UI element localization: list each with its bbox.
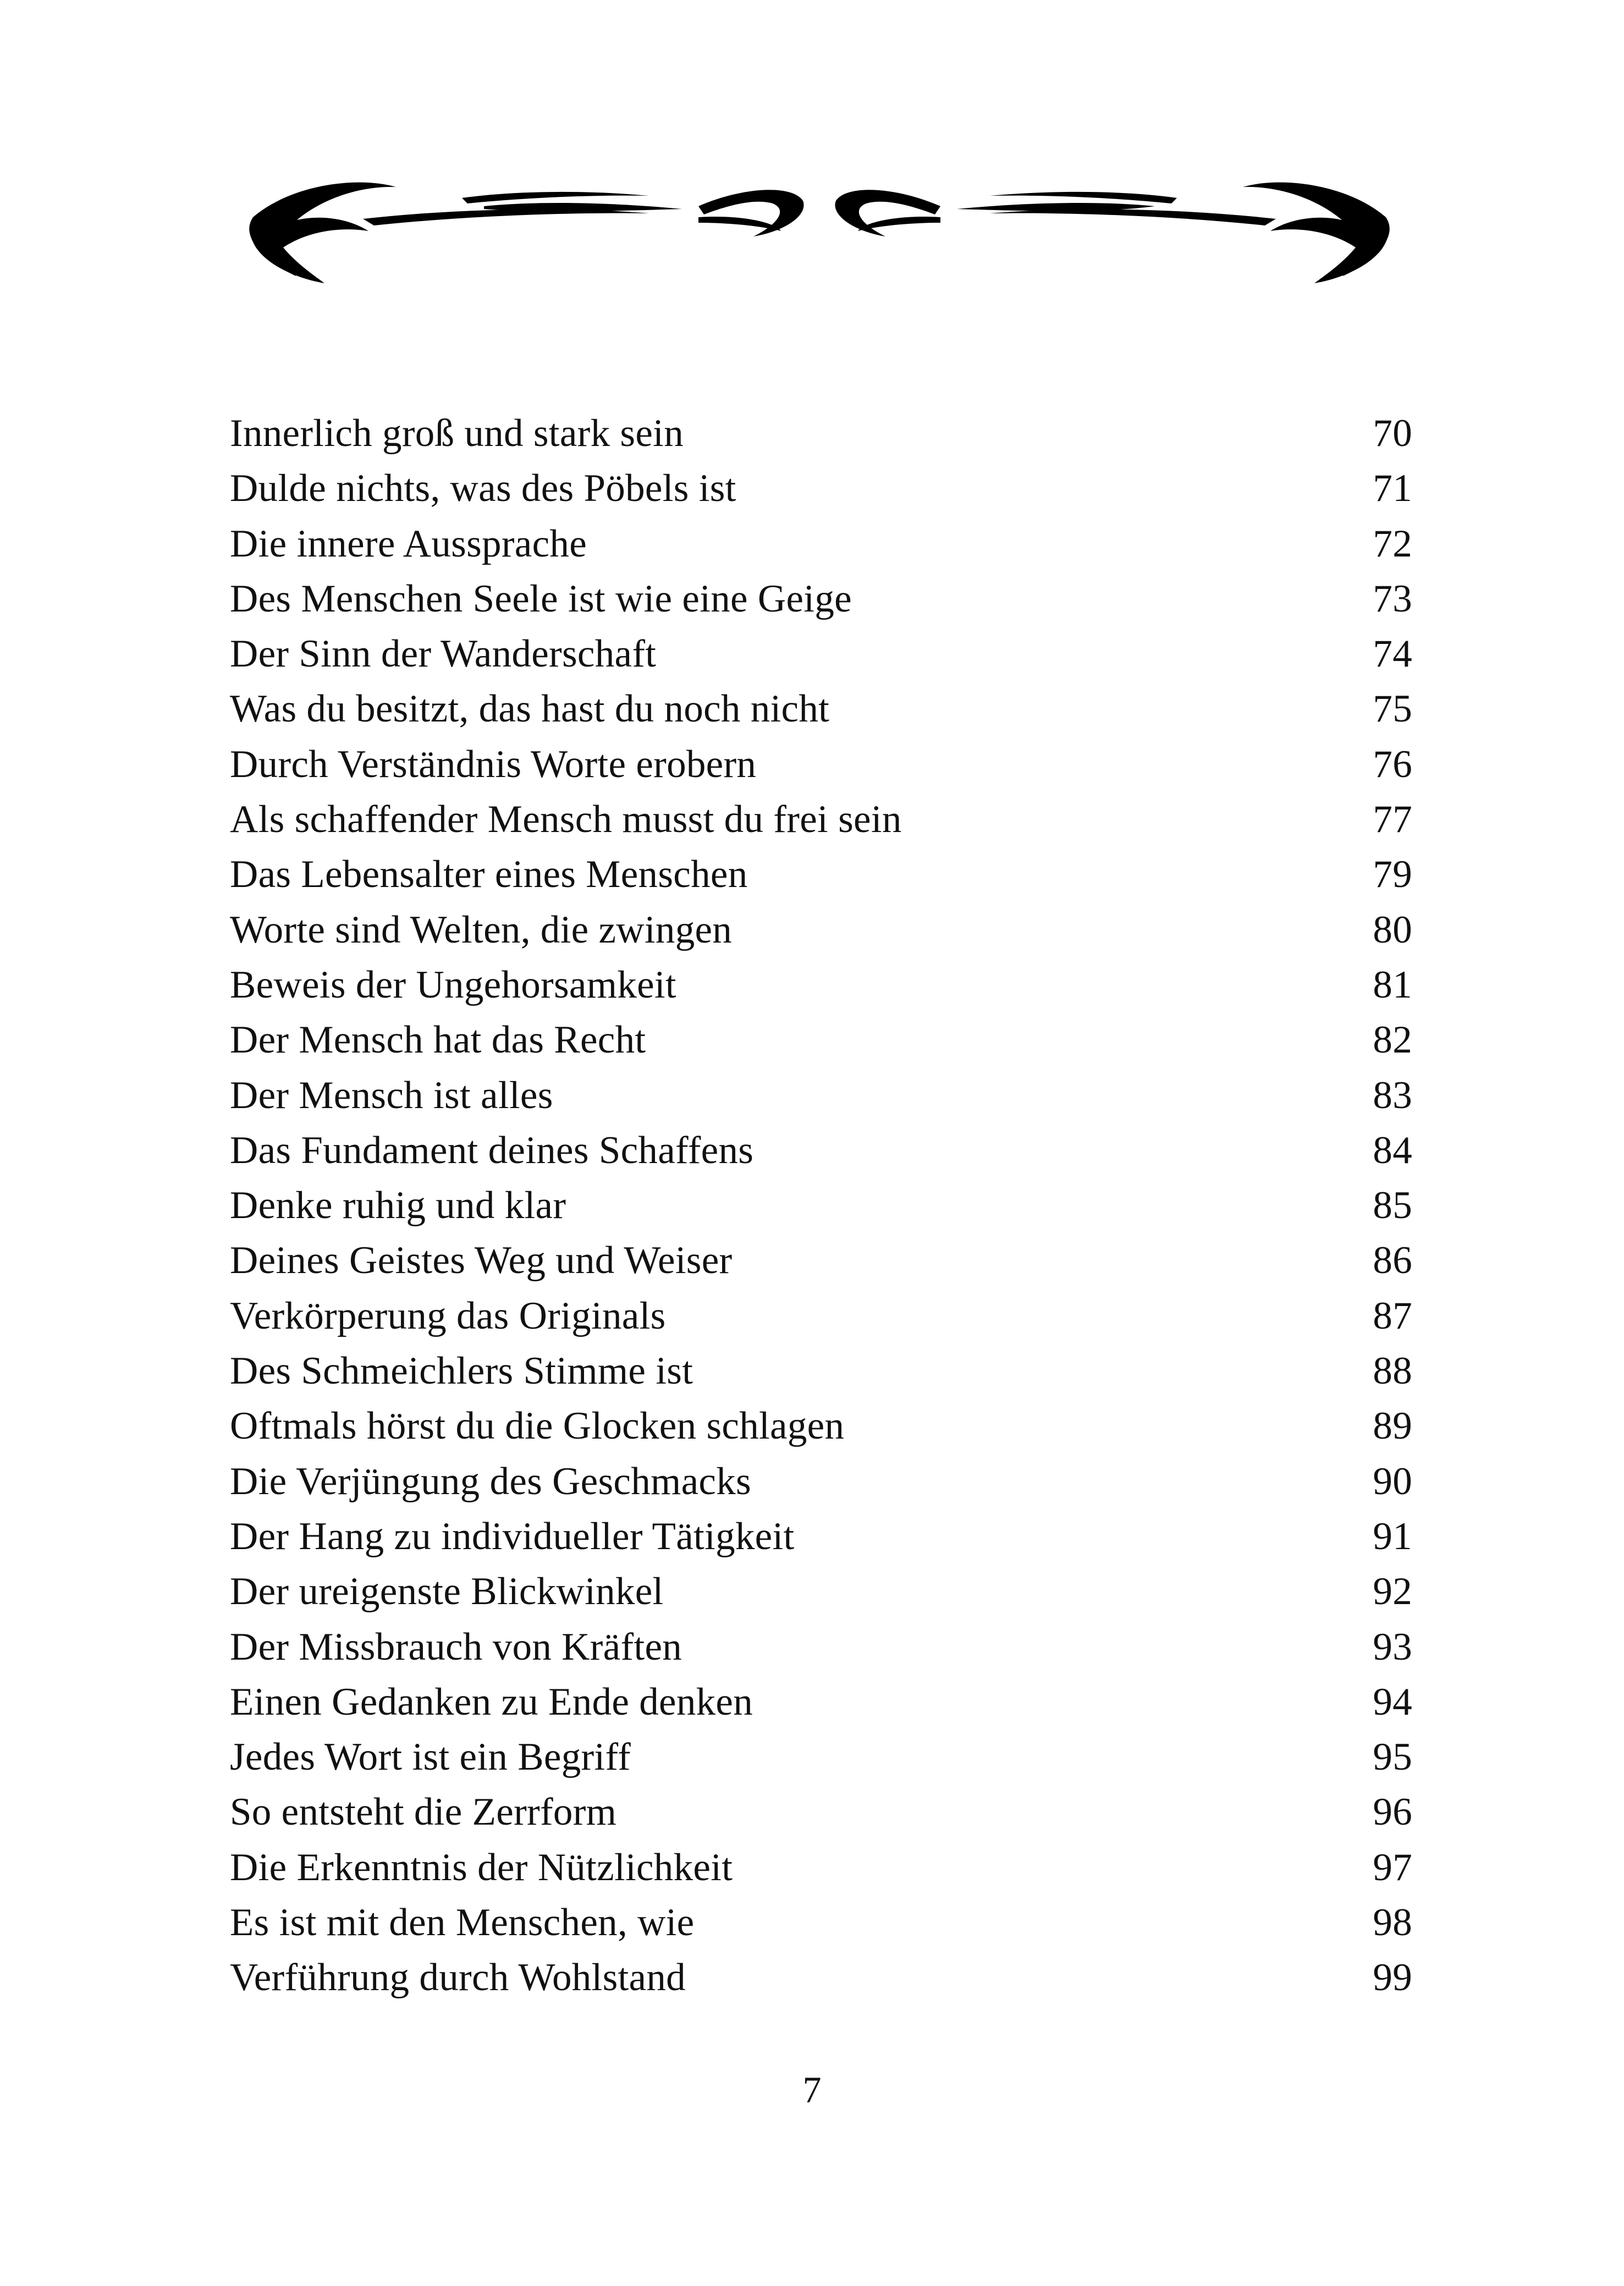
toc-entry-title: Worte sind Welten, die zwingen <box>230 908 733 951</box>
toc-entry-title: Das Fundament deines Schaffens <box>230 1128 754 1172</box>
toc-entry-page: 75 <box>1373 687 1412 731</box>
toc-entry[interactable] <box>230 681 1412 736</box>
toc-entry-title: Verführung durch Wohlstand <box>230 1956 686 1999</box>
toc-entry[interactable] <box>230 737 1412 792</box>
page-number: 7 <box>802 2069 822 2111</box>
toc-entry-page: 72 <box>1373 522 1412 565</box>
toc-entry-title: Oftmals hörst du die Glocken schlagen <box>230 1404 845 1448</box>
toc-entry[interactable] <box>230 1564 1412 1619</box>
toc-entry-title: Der Mensch hat das Recht <box>230 1018 646 1062</box>
toc-entry[interactable] <box>230 1895 1412 1950</box>
toc-entry-title: Der Sinn der Wanderschaft <box>230 632 657 676</box>
toc-entry-title: Durch Verständnis Worte erobern <box>230 742 757 786</box>
toc-entry-title: Der Missbrauch von Kräften <box>230 1625 682 1668</box>
toc-entry-page: 79 <box>1373 853 1412 896</box>
toc-entry[interactable] <box>230 1674 1412 1729</box>
toc-entry[interactable] <box>230 516 1412 571</box>
toc-entry-page: 77 <box>1373 798 1412 841</box>
toc-entry[interactable] <box>230 406 1412 461</box>
toc-entry[interactable] <box>230 1509 1412 1564</box>
toc-entry-page: 82 <box>1373 1018 1412 1062</box>
toc-entry-page: 76 <box>1373 742 1412 786</box>
toc-entry-title: Verkörperung das Originals <box>230 1294 666 1337</box>
toc-entry[interactable] <box>230 1620 1412 1674</box>
toc-entry-title: Beweis der Ungehorsamkeit <box>230 963 676 1006</box>
toc-entry-page: 90 <box>1373 1459 1412 1503</box>
toc-entry[interactable] <box>230 792 1412 847</box>
toc-entry-page: 91 <box>1373 1514 1412 1558</box>
art-nouveau-flourish-icon <box>231 154 1408 297</box>
toc-entry[interactable] <box>230 847 1412 902</box>
toc-entry-title: Der Hang zu individueller Tätigkeit <box>230 1514 795 1558</box>
toc-entry-page: 94 <box>1373 1680 1412 1723</box>
toc-entry-page: 93 <box>1373 1625 1412 1668</box>
toc-entry[interactable] <box>230 902 1412 957</box>
toc-entry[interactable] <box>230 1729 1412 1784</box>
toc-entry-title: Des Menschen Seele ist wie eine Geige <box>230 577 852 620</box>
toc-entry-title: Das Lebensalter eines Menschen <box>230 853 748 896</box>
toc-entry-page: 98 <box>1373 1901 1412 1945</box>
toc-entry-page: 92 <box>1373 1570 1412 1613</box>
toc-entry-page: 86 <box>1373 1239 1412 1282</box>
toc-entry-page: 89 <box>1373 1404 1412 1448</box>
toc-entry-page: 84 <box>1373 1128 1412 1172</box>
toc-entry-title: Als schaffender Mensch musst du frei sein <box>230 798 902 841</box>
toc-entry[interactable] <box>230 1123 1412 1178</box>
toc-entry[interactable] <box>230 461 1412 516</box>
toc-entry-title: Es ist mit den Menschen, wie <box>230 1901 695 1945</box>
toc-entry[interactable] <box>230 1288 1412 1343</box>
toc-entry-title: Die Verjüngung des Geschmacks <box>230 1459 751 1503</box>
toc-entry-title: Jedes Wort ist ein Begriff <box>230 1736 631 1779</box>
toc-entry-page: 87 <box>1373 1294 1412 1337</box>
toc-entry[interactable] <box>230 1233 1412 1288</box>
toc-entry-title: Was du besitzt, das hast du noch nicht <box>230 687 830 731</box>
toc-entry-title: So entsteht die Zerrform <box>230 1791 617 1834</box>
toc-entry-page: 70 <box>1373 412 1412 455</box>
toc-entry-title: Einen Gedanken zu Ende denken <box>230 1680 753 1723</box>
toc-entry[interactable] <box>230 626 1412 681</box>
toc-entry-page: 99 <box>1373 1956 1412 1999</box>
toc-entry-title: Denke ruhig und klar <box>230 1184 566 1227</box>
toc-entry-page: 80 <box>1373 908 1412 951</box>
toc-entry-page: 81 <box>1373 963 1412 1006</box>
toc-entry[interactable] <box>230 1398 1412 1453</box>
toc-entry-page: 97 <box>1373 1846 1412 1889</box>
toc-entry-page: 83 <box>1373 1073 1412 1117</box>
toc-entry-page: 73 <box>1373 577 1412 620</box>
toc-entry[interactable] <box>230 1454 1412 1509</box>
toc-entry-page: 74 <box>1373 632 1412 676</box>
toc-entry[interactable] <box>230 957 1412 1012</box>
toc-entry-title: Deines Geistes Weg und Weiser <box>230 1239 733 1282</box>
toc-entry[interactable] <box>230 1012 1412 1067</box>
toc-entry[interactable] <box>230 1784 1412 1839</box>
toc-entry-title: Der Mensch ist alles <box>230 1073 553 1117</box>
toc-entry[interactable] <box>230 1178 1412 1233</box>
toc-entry[interactable] <box>230 1840 1412 1895</box>
toc-entry-title: Die Erkenntnis der Nützlichkeit <box>230 1846 733 1889</box>
toc-entry-page: 85 <box>1373 1184 1412 1227</box>
toc-entry[interactable] <box>230 1068 1412 1123</box>
toc-entry[interactable] <box>230 1343 1412 1398</box>
toc-entry-title: Dulde nichts, was des Pöbels ist <box>230 467 736 510</box>
toc-entry[interactable] <box>230 1950 1412 2005</box>
toc-entry-title: Der ureigenste Blickwinkel <box>230 1570 664 1613</box>
toc-entry-page: 95 <box>1373 1736 1412 1779</box>
toc-entry[interactable] <box>230 571 1412 626</box>
toc-entry-page: 71 <box>1373 467 1412 510</box>
toc-entry-page: 96 <box>1373 1791 1412 1834</box>
toc-entry-title: Innerlich groß und stark sein <box>230 412 684 455</box>
toc-entry-title: Des Schmeichlers Stimme ist <box>230 1349 693 1393</box>
toc-entry-page: 88 <box>1373 1349 1412 1393</box>
toc-entry-title: Die innere Aussprache <box>230 522 587 565</box>
table-of-contents <box>230 406 1412 2006</box>
